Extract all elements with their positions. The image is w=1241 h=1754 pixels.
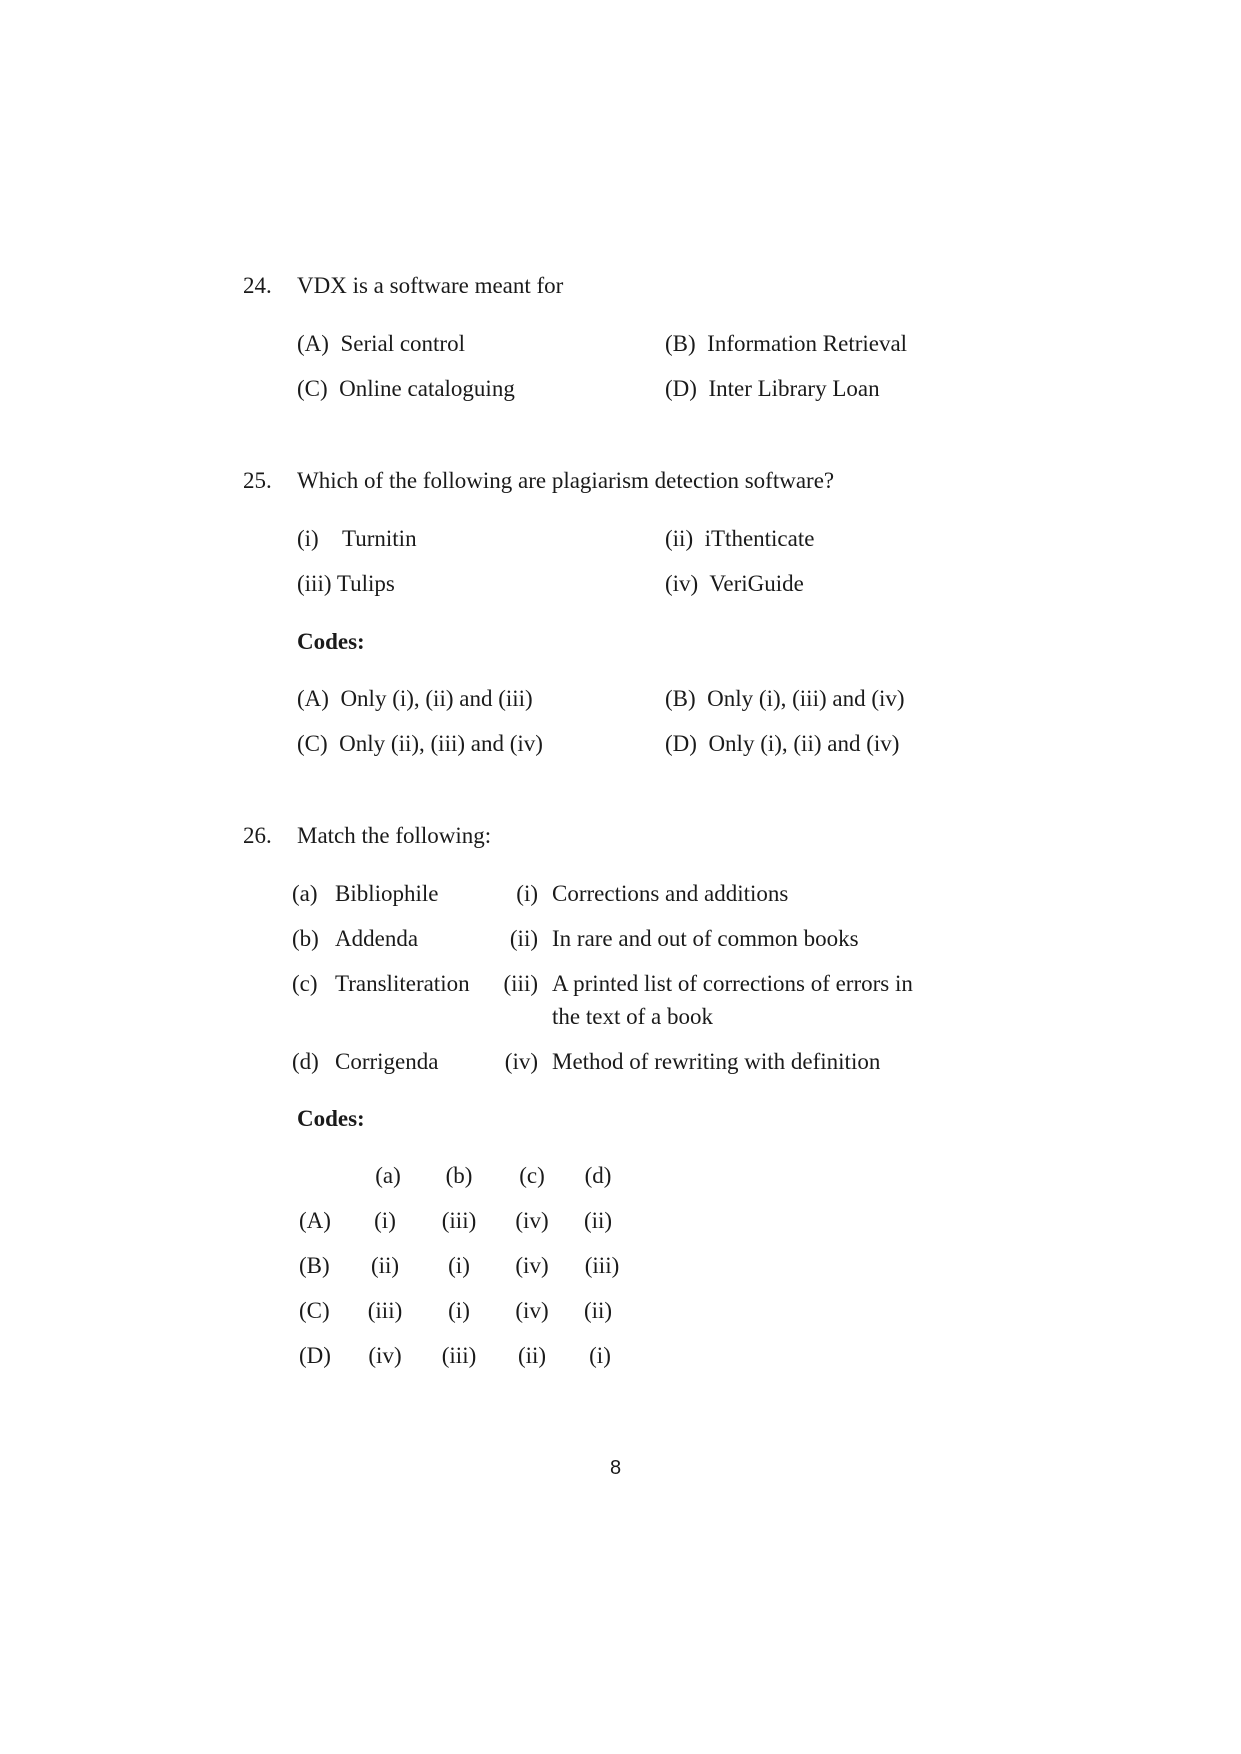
code-cell: (i) (448, 1298, 470, 1323)
item-text: Turnitin (342, 526, 417, 551)
option-label: (A) (297, 686, 329, 711)
code-cell: (ii) (583, 1298, 613, 1323)
match-left-c (292, 970, 470, 998)
item-iii (297, 570, 395, 598)
option-c (297, 730, 543, 758)
code-header-d: (d) (584, 1163, 612, 1188)
question-number: 25. (243, 468, 272, 493)
item-text: Tulips (336, 571, 395, 596)
match-label: (d) (292, 1049, 319, 1074)
item-ii (665, 525, 814, 553)
item-label: (iii) (297, 571, 332, 596)
match-label: (b) (292, 926, 319, 951)
option-text: Information Retrieval (707, 331, 908, 356)
option-d (665, 375, 880, 403)
code-cell: (ii) (517, 1343, 547, 1368)
option-text: Only (i), (ii) and (iv) (708, 731, 900, 756)
match-label: (c) (292, 971, 318, 996)
code-row-label: (A) (299, 1208, 331, 1233)
item-text: iTthenticate (704, 526, 815, 551)
match-right-text: A printed list of corrections of errors in (552, 971, 913, 996)
option-label: (C) (297, 376, 328, 401)
item-i (297, 525, 417, 553)
code-row-label: (B) (299, 1253, 330, 1278)
match-right-label: (iii) (503, 971, 538, 996)
code-cell: (iv) (368, 1343, 402, 1368)
option-text: Only (i), (iii) and (iv) (707, 686, 905, 711)
match-right-text: In rare and out of common books (552, 926, 859, 951)
option-text: Inter Library Loan (708, 376, 880, 401)
item-text: VeriGuide (709, 571, 804, 596)
option-text: Only (ii), (iii) and (iv) (339, 731, 543, 756)
code-row-label: (C) (299, 1298, 330, 1323)
codes-heading: Codes: (297, 629, 365, 654)
option-text: Only (i), (ii) and (iii) (340, 686, 533, 711)
option-text: Online cataloguing (339, 376, 515, 401)
code-cell: (i) (374, 1208, 396, 1233)
match-right-text: Method of rewriting with definition (552, 1049, 881, 1074)
match-label: (a) (292, 881, 318, 906)
option-label: (B) (665, 331, 696, 356)
code-cell: (iv) (515, 1208, 549, 1233)
match-text: Transliteration (335, 971, 470, 996)
code-cell: (iii) (367, 1298, 403, 1323)
match-right-label: (i) (516, 881, 538, 906)
option-label: (A) (297, 331, 329, 356)
question-text: VDX is a software meant for (297, 273, 564, 298)
code-cell: (ii) (583, 1208, 613, 1233)
option-a (297, 685, 533, 713)
option-label: (C) (297, 731, 328, 756)
question-text: Which of the following are plagiarism detection software? (297, 468, 835, 493)
match-left-a (292, 880, 439, 908)
code-cell: (iii) (441, 1343, 477, 1368)
option-label: (D) (665, 376, 697, 401)
match-right-label: (iv) (504, 1049, 538, 1074)
option-label: (B) (665, 686, 696, 711)
match-text: Addenda (335, 926, 419, 951)
item-label: (i) (297, 526, 319, 551)
page-number: 8 (610, 1457, 622, 1479)
match-right-text-continued: the text of a book (552, 1004, 713, 1029)
code-cell: (i) (589, 1343, 611, 1368)
question-number: 24. (243, 273, 272, 298)
code-cell: (ii) (370, 1253, 400, 1278)
code-cell: (iv) (515, 1253, 549, 1278)
option-a (297, 330, 465, 358)
option-text: Serial control (340, 331, 465, 356)
match-right-text: Corrections and additions (552, 881, 789, 906)
match-left-d (292, 1048, 438, 1076)
code-cell: (iv) (515, 1298, 549, 1323)
code-header-b: (b) (445, 1163, 473, 1188)
match-text: Bibliophile (335, 881, 439, 906)
code-header-c: (c) (519, 1163, 545, 1188)
option-d (665, 730, 899, 758)
code-row-label: (D) (299, 1343, 331, 1368)
option-b (665, 330, 907, 358)
match-left-b (292, 925, 418, 953)
match-right-label: (ii) (509, 926, 538, 951)
item-label: (ii) (665, 526, 694, 551)
codes-heading: Codes: (297, 1106, 365, 1131)
option-label: (D) (665, 731, 697, 756)
code-cell: (i) (448, 1253, 470, 1278)
option-c (297, 375, 515, 403)
code-cell: (iii) (584, 1253, 620, 1278)
question-number: 26. (243, 823, 272, 848)
code-header-a: (a) (375, 1163, 401, 1188)
match-text: Corrigenda (335, 1049, 439, 1074)
question-text: Match the following: (297, 823, 492, 848)
code-cell: (iii) (441, 1208, 477, 1233)
item-iv (665, 570, 804, 598)
item-label: (iv) (665, 571, 699, 596)
option-b (665, 685, 905, 713)
